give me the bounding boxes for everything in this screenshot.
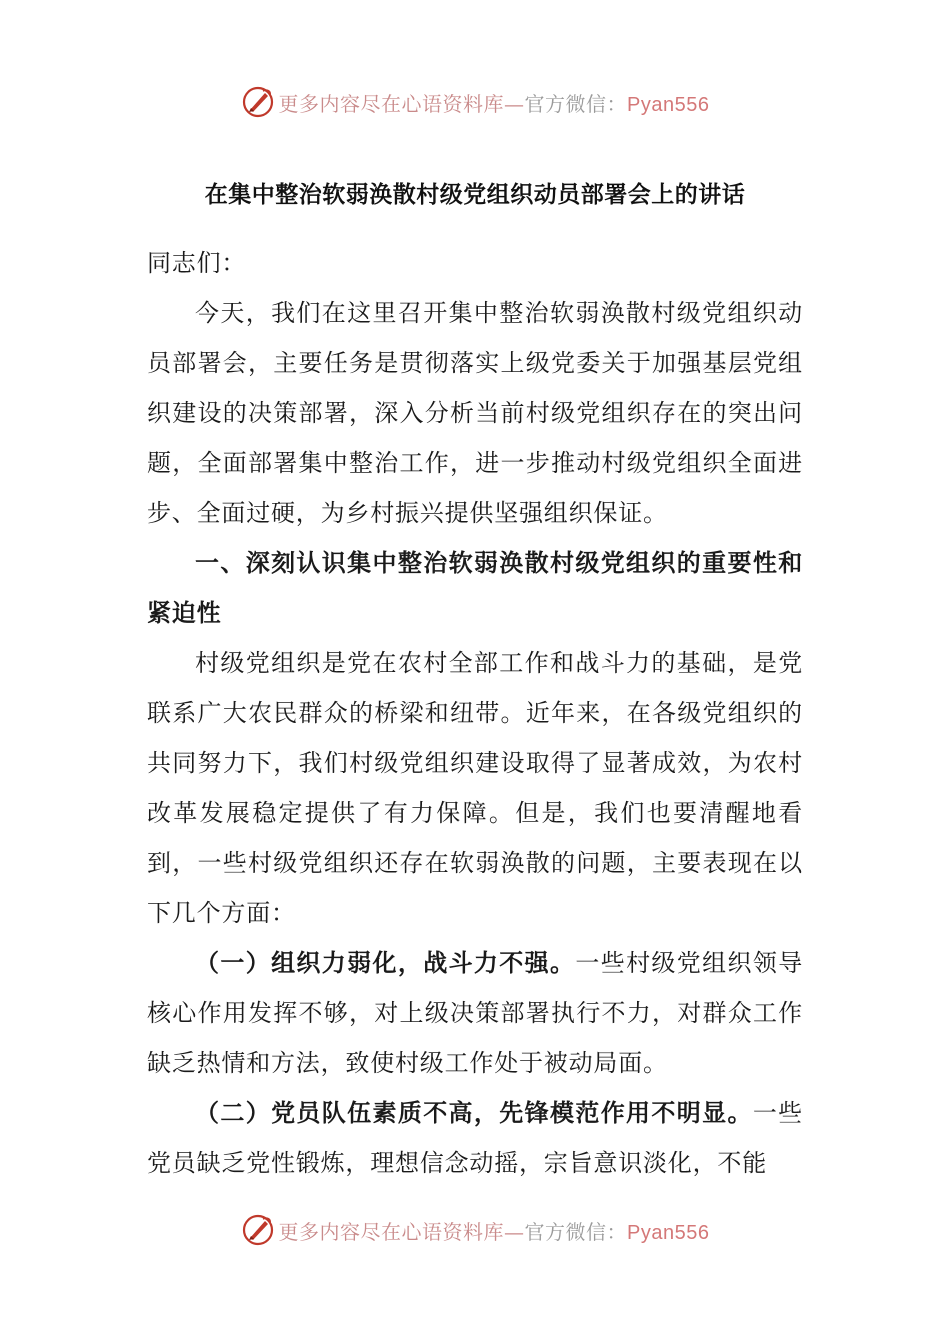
footer-watermark-banner (0, 1210, 950, 1250)
header-watermark-banner (0, 82, 950, 122)
document-title: 在集中整治软弱涣散村级党组织动员部署会上的讲话 (204, 182, 746, 208)
watermark-text: 更多内容尽在心语资料库—官方微信：Pyan556 (278, 91, 710, 116)
list-item-members (147, 1088, 803, 1188)
section-heading: 一、深刻认识集中整治软弱涣散村级党组织的重要性和紧迫性 (147, 549, 803, 627)
salutation: 同志们： (147, 249, 247, 277)
item-body: 一些村级党组织领导核心作用发挥不够，对上级决策部署执行不力，对群众工作缺乏热情和方法，致使村级工作处于被动局面。 (147, 949, 804, 1077)
list-item-organization (147, 938, 803, 1088)
intro-paragraph: 今天，我们在这里召开集中整治软弱涣散村级党组织动员部署会，主要任务是贯彻落实上级党委关于加强基层党组织建设的决策部署，深入分析当前村级党组织存在的突出问题，全面部署集中整治工作，进一步推动村级党组织全面进步、全面过硬，为乡村振兴提供坚强组织保证。 (147, 299, 803, 527)
item-lead: （一）组织力弱化，战斗力不强。 (195, 949, 576, 977)
watermark-text: 更多内容尽在心语资料库—官方微信：Pyan556 (278, 1219, 710, 1244)
quill-logo-icon (241, 1213, 275, 1247)
document-body (147, 238, 803, 1188)
body-paragraph: 村级党组织是党在农村全部工作和战斗力的基础，是党联系广大农民群众的桥梁和纽带。近年来，在各级党组织的共同努力下，我们村级党组织建设取得了显著成效，为农村改革发展稳定提供了有力保障。但是，我们也要清醒地看到，一些村级党组织还存在软弱涣散的问题，主要表现在以下几个方面： (147, 649, 803, 927)
item-body: 一些党员缺乏党性锻炼，理想信念动摇，宗旨意识淡化，不能 (147, 1099, 803, 1177)
quill-logo-icon (241, 85, 275, 119)
item-lead: （二）党员队伍素质不高，先锋模范作用不明显。 (195, 1099, 753, 1127)
